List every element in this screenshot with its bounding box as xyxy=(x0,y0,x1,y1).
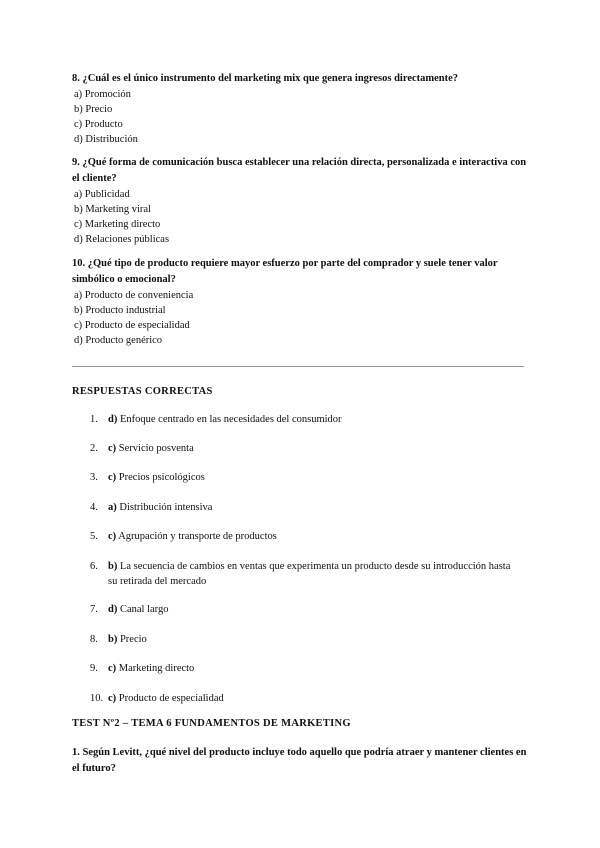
question-9 xyxy=(72,155,532,247)
question-10-title: 10. ¿Qué tipo de producto requiere mayor esfuerzo por parte del comprador y suele tener valor simbólico o emocional? xyxy=(72,258,498,285)
question-10 xyxy=(72,256,532,348)
test2-question-1 xyxy=(72,745,532,777)
answer-number: 10. xyxy=(90,693,104,704)
question-8 xyxy=(72,71,532,147)
answer-number: 3. xyxy=(90,472,98,483)
answer-number: 7. xyxy=(90,604,98,615)
question-9-option-c: c) Marketing directo xyxy=(74,219,161,230)
answer-text: Agrupación y transporte de productos xyxy=(118,531,277,542)
question-9-title: 9. ¿Qué forma de comunicación busca establecer una relación directa, personalizada e interactiva con el cliente? xyxy=(72,157,527,184)
answer-letter: b) xyxy=(108,634,118,645)
answer-text: Enfoque centrado en las necesidades del consumidor xyxy=(119,414,342,425)
question-8-option-a: a) Promoción xyxy=(74,89,131,100)
test2-heading: TEST Nº2 – TEMA 6 FUNDAMENTOS DE MARKETING xyxy=(72,718,351,729)
answer-number: 8. xyxy=(90,634,98,645)
question-9-option-d: d) Relaciones públicas xyxy=(74,234,170,245)
answer-number: 4. xyxy=(90,502,98,513)
answer-number: 5. xyxy=(90,531,98,542)
question-8-option-d: d) Distribución xyxy=(74,134,138,145)
answer-text: Precio xyxy=(119,634,147,645)
answer-text: La secuencia de cambios en ventas que experimenta un producto desde su introducción hasta su retirada del mercado xyxy=(108,561,511,587)
question-10-option-c: c) Producto de especialidad xyxy=(74,320,190,331)
question-10-option-d: d) Producto genérico xyxy=(74,335,163,346)
answer-text: Servicio posventa xyxy=(118,443,194,454)
question-10-option-a: a) Producto de conveniencia xyxy=(74,290,194,301)
answer-letter: c) xyxy=(108,472,117,483)
question-8-option-c: c) Producto xyxy=(74,119,123,130)
horizontal-divider xyxy=(72,366,524,367)
answer-letter: c) xyxy=(108,531,117,542)
answer-text: Producto de especialidad xyxy=(118,693,224,704)
answer-text: Distribución intensiva xyxy=(119,502,213,513)
answer-letter: a) xyxy=(108,502,117,513)
question-10-option-b: b) Producto industrial xyxy=(74,305,166,316)
answer-text: Marketing directo xyxy=(118,663,195,674)
question-9-option-b: b) Marketing viral xyxy=(74,204,151,215)
answer-text: Canal largo xyxy=(119,604,169,615)
question-8-title: 8. ¿Cuál es el único instrumento del marketing mix que genera ingresos directamente? xyxy=(72,73,459,84)
answer-number: 1. xyxy=(90,414,98,425)
answer-letter: c) xyxy=(108,443,117,454)
answer-text: Precios psicológicos xyxy=(118,472,205,483)
answer-letter: c) xyxy=(108,663,117,674)
answers-heading: RESPUESTAS CORRECTAS xyxy=(72,386,213,397)
answer-letter: d) xyxy=(108,604,118,615)
answer-number: 6. xyxy=(90,561,98,572)
answer-letter: c) xyxy=(108,693,117,704)
test2-question-1-title: 1. Según Levitt, ¿qué nivel del producto incluye todo aquello que podría atraer y mantener clientes en el futuro? xyxy=(72,747,527,774)
answer-letter: b) xyxy=(108,561,118,572)
question-9-option-a: a) Publicidad xyxy=(74,189,130,200)
answer-number: 9. xyxy=(90,663,98,674)
answer-letter: d) xyxy=(108,414,118,425)
question-8-option-b: b) Precio xyxy=(74,104,113,115)
answer-number: 2. xyxy=(90,443,98,454)
